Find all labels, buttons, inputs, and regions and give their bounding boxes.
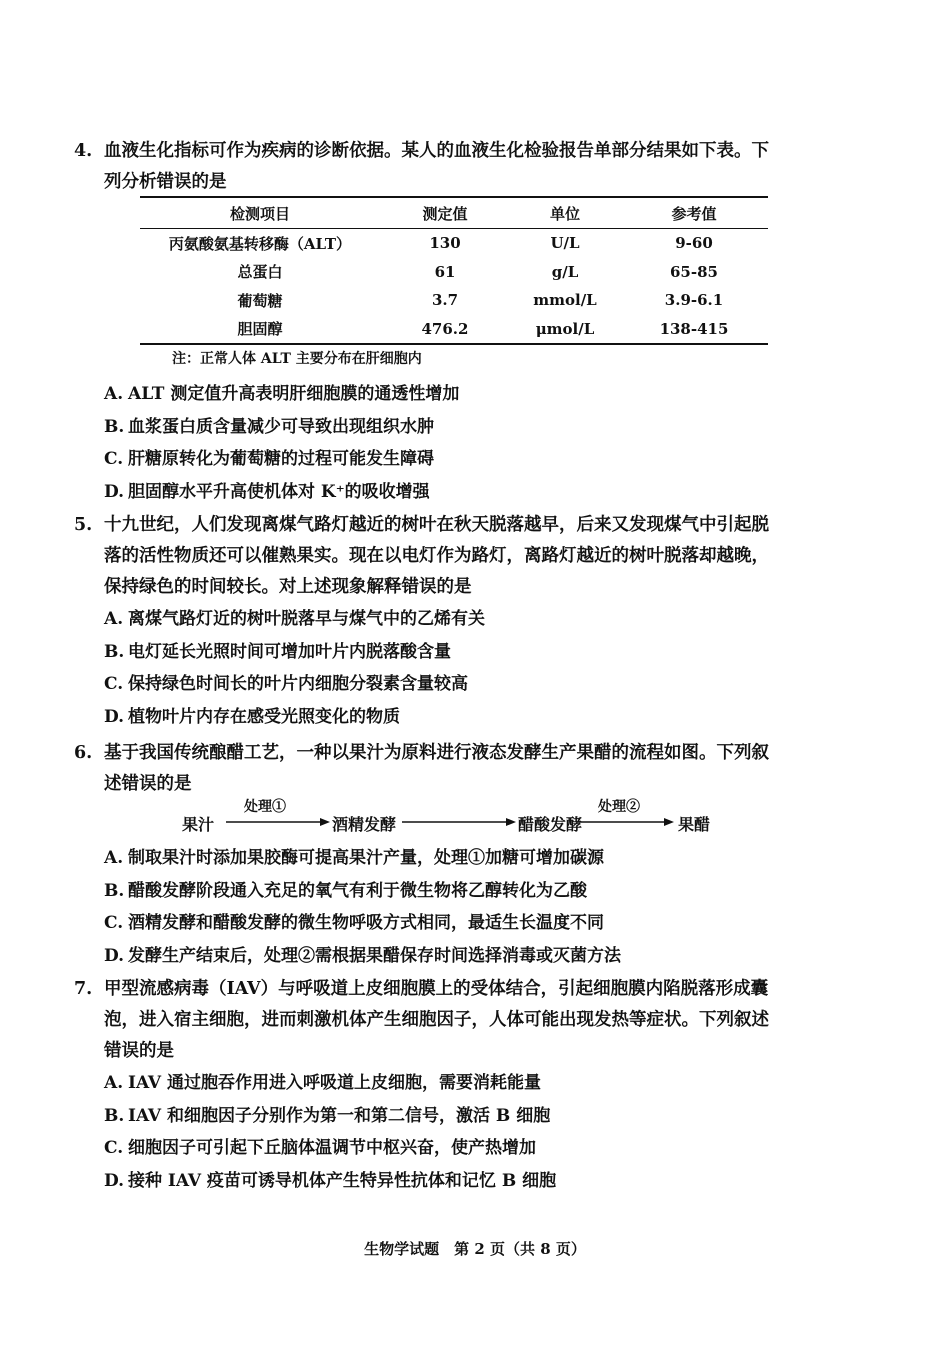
cell: 61 bbox=[434, 262, 456, 281]
question-stem: 4. 血液生化指标可作为疾病的诊断依据。某人的血液生化检验报告单部分结果如下表。下 bbox=[74, 136, 854, 167]
question-stem-cont: 列分析错误的是 bbox=[104, 172, 227, 192]
table-row bbox=[140, 286, 768, 315]
col-header: 参考值 bbox=[671, 204, 717, 223]
option-d[interactable]: D. 发酵生产结束后，处理②需根据果醋保存时间选择消毒或灭菌方法 bbox=[104, 945, 621, 966]
option-b[interactable]: B. IAV 和细胞因子分别作为第一和第二信号，激活 B 细胞 bbox=[104, 1105, 551, 1126]
flow-node-acetic: 醋酸发酵 bbox=[518, 815, 583, 834]
table-row bbox=[140, 229, 768, 258]
cell: 476.2 bbox=[421, 319, 469, 338]
option-d[interactable]: D. 胆固醇水平升高使机体对 K⁺的吸收增强 bbox=[104, 481, 430, 502]
cell: 葡萄糖 bbox=[237, 291, 283, 310]
question-7 bbox=[74, 974, 854, 1197]
table-row bbox=[140, 258, 768, 287]
cell: 65-85 bbox=[670, 262, 718, 281]
option-b[interactable]: B. 血浆蛋白质含量减少可导致出现组织水肿 bbox=[104, 416, 434, 437]
col-header: 单位 bbox=[549, 204, 580, 223]
flow-arrow-label-2: 处理② bbox=[598, 799, 640, 815]
question-stem: 7. 甲型流感病毒（IAV）与呼吸道上皮细胞膜上的受体结合，引起细胞膜内陷脱落形成囊 bbox=[74, 974, 854, 1005]
page-footer: 生物学试题 第 2 页（共 8 页） bbox=[364, 1240, 586, 1258]
flow-node-juice: 果汁 bbox=[182, 815, 215, 834]
process-flow-diagram bbox=[180, 800, 740, 840]
table-note: 注：正常人体 ALT 主要分布在肝细胞内 bbox=[172, 351, 422, 367]
question-6-options bbox=[74, 842, 854, 972]
cell: 丙氨酸氨基转移酶（ALT） bbox=[168, 234, 352, 253]
option-d[interactable]: D. 植物叶片内存在感受光照变化的物质 bbox=[104, 706, 400, 727]
question-number: 6. bbox=[74, 743, 93, 763]
cell: 总蛋白 bbox=[237, 263, 283, 282]
question-stem: 6. 基于我国传统酿醋工艺，一种以果汁为原料进行液态发酵生产果醋的流程如图。下列叙 bbox=[74, 738, 854, 769]
cell: 3.7 bbox=[431, 291, 459, 310]
question-4 bbox=[74, 136, 854, 198]
question-number: 5. bbox=[74, 515, 93, 535]
question-stem-cont: 保持绿色的时间较长。对上述现象解释错误的是 bbox=[104, 577, 472, 597]
option-c[interactable]: C. 保持绿色时间长的叶片内细胞分裂素含量较高 bbox=[104, 674, 468, 694]
option-c[interactable]: C. 酒精发酵和醋酸发酵的微生物呼吸方式相同，最适生长温度不同 bbox=[104, 913, 604, 933]
question-stem-cont: 述错误的是 bbox=[104, 774, 192, 794]
option-a[interactable]: A. ALT 测定值升高表明肝细胞膜的通透性增加 bbox=[104, 384, 460, 404]
question-5 bbox=[74, 510, 854, 733]
question-stem-cont: 错误的是 bbox=[104, 1041, 174, 1061]
option-c[interactable]: C. 细胞因子可引起下丘脑体温调节中枢兴奋，使产热增加 bbox=[104, 1138, 536, 1158]
cell: μmol/L bbox=[535, 319, 595, 338]
option-b[interactable]: B. 电灯延长光照时间可增加叶片内脱落酸含量 bbox=[104, 641, 451, 662]
flow-node-vinegar: 果醋 bbox=[678, 815, 711, 834]
lab-results-table bbox=[140, 196, 768, 345]
cell: 9-60 bbox=[675, 234, 713, 253]
question-4-options bbox=[74, 378, 854, 508]
question-6 bbox=[74, 738, 854, 800]
option-c[interactable]: C. 肝糖原转化为葡萄糖的过程可能发生障碍 bbox=[104, 449, 434, 469]
option-a[interactable]: A. 离煤气路灯近的树叶脱落早与煤气中的乙烯有关 bbox=[104, 609, 485, 629]
option-a[interactable]: A. IAV 通过胞吞作用进入呼吸道上皮细胞，需要消耗能量 bbox=[104, 1073, 542, 1093]
cell: U/L bbox=[550, 234, 580, 253]
cell: mmol/L bbox=[533, 291, 597, 310]
flow-node-alcohol: 酒精发酵 bbox=[332, 815, 397, 834]
flow-arrow-label-1: 处理① bbox=[244, 799, 286, 815]
col-header: 检测项目 bbox=[229, 204, 290, 223]
cell: 胆固醇 bbox=[237, 320, 283, 339]
cell: 3.9-6.1 bbox=[664, 291, 724, 310]
table-row bbox=[140, 315, 768, 345]
question-number: 4. bbox=[74, 141, 93, 161]
option-d[interactable]: D. 接种 IAV 疫苗可诱导机体产生特异性抗体和记忆 B 细胞 bbox=[104, 1170, 557, 1191]
col-header: 测定值 bbox=[422, 204, 468, 223]
question-stem: 5. 十九世纪，人们发现离煤气路灯越近的树叶在秋天脱落越早，后来又发现煤气中引起脱 bbox=[74, 510, 854, 541]
question-stem-cont: 落的活性物质还可以催熟果实。现在以电灯作为路灯，离路灯越近的树叶脱落却越晚， bbox=[104, 546, 769, 566]
cell: 138-415 bbox=[659, 319, 729, 338]
cell: 130 bbox=[429, 234, 461, 253]
cell: g/L bbox=[551, 262, 579, 281]
question-stem-cont: 泡，进入宿主细胞，进而刺激机体产生细胞因子，人体可能出现发热等症状。下列叙述 bbox=[104, 1010, 769, 1030]
table-header-row bbox=[140, 197, 768, 229]
question-number: 7. bbox=[74, 979, 93, 999]
option-b[interactable]: B. 醋酸发酵阶段通入充足的氧气有利于微生物将乙醇转化为乙酸 bbox=[104, 880, 587, 901]
option-a[interactable]: A. 制取果汁时添加果胶酶可提高果汁产量，处理①加糖可增加碳源 bbox=[104, 848, 604, 868]
